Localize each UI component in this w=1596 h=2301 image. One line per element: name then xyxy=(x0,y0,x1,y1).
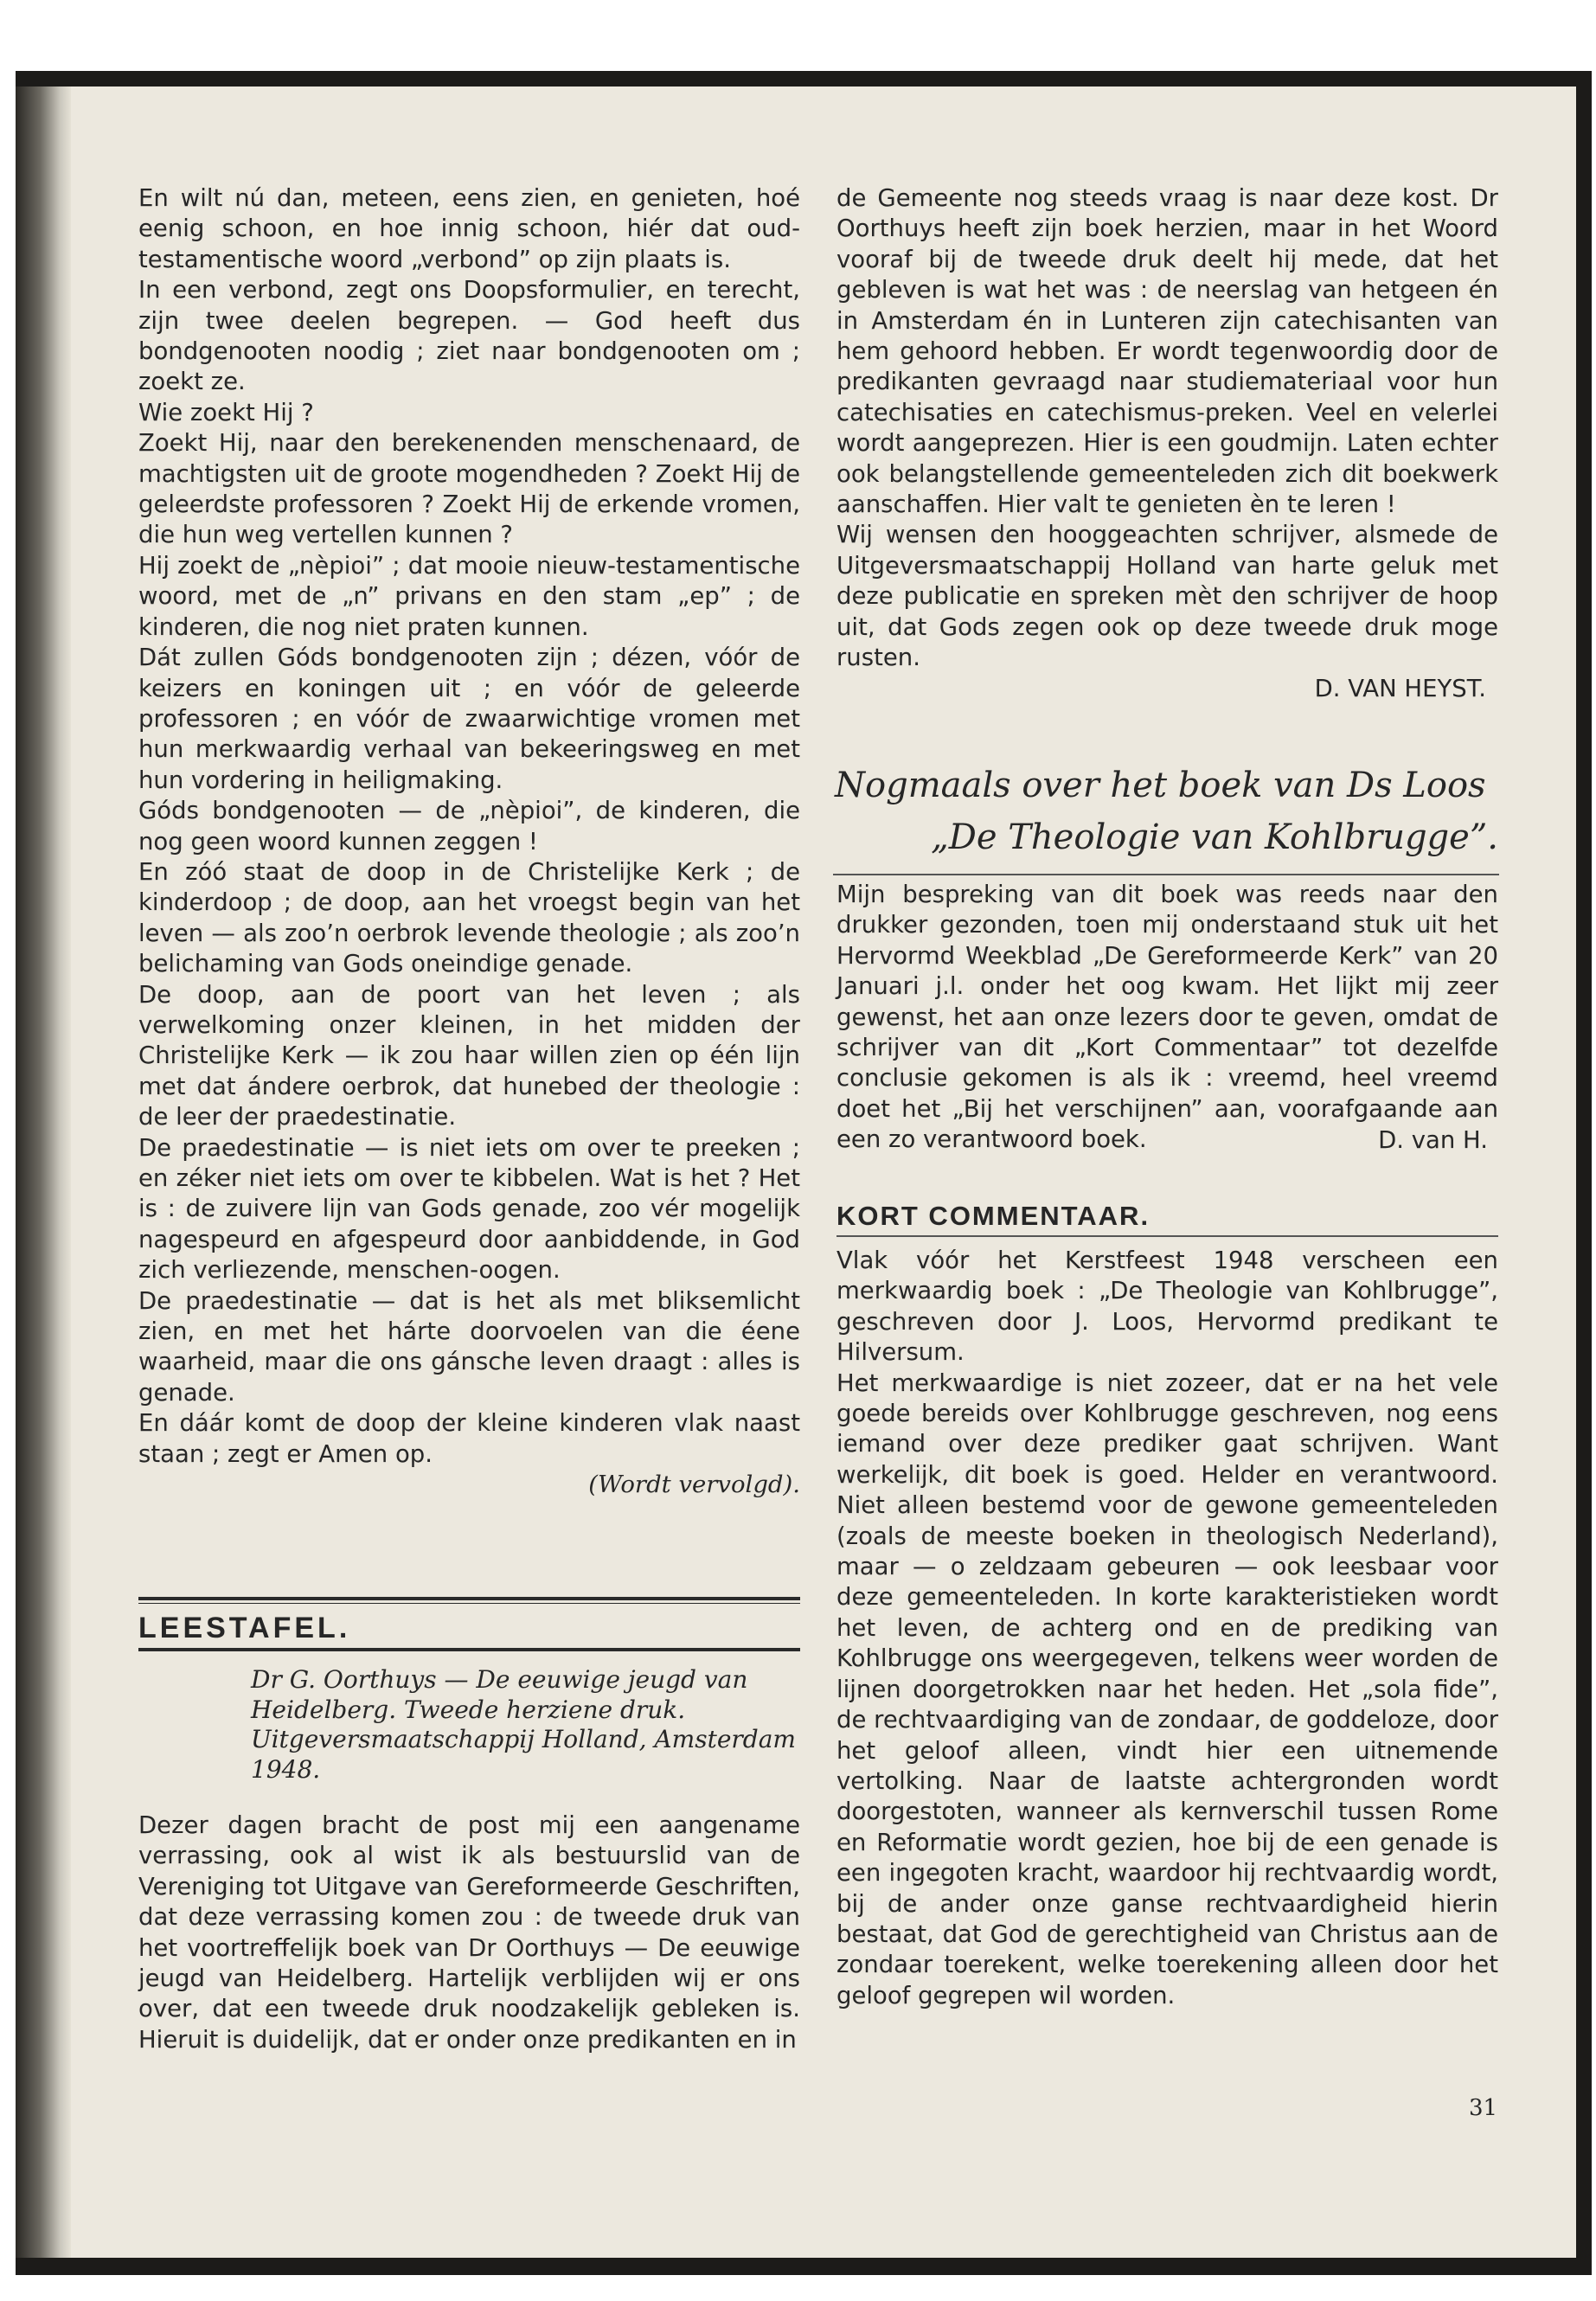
body-paragraph: En zóó staat de doop in de Christelijke Kerk ; de kinderdoop ; de doop, aan het vroegst begin van het leven — als zoo’n oerbrok levende theologie ; als zoo’n belichaming van Gods oneindige genade. xyxy=(138,857,800,978)
body-paragraph: Góds bondgenooten — de „nèpioi”, de kinderen, die nog geen woord kunnen zeggen ! xyxy=(138,797,800,856)
left-column xyxy=(138,183,800,1500)
body-paragraph: Hij zoekt de „nèpioi” ; dat mooie nieuw-testamentische woord, met de „n” privans en den stam „ep” ; de kinderen, die nog niet praten kunnen. xyxy=(138,551,800,641)
binding-edge xyxy=(16,87,71,2258)
body-paragraph: De doop, aan de poort van het leven ; als verwelkoming onzer kleinen, in het midden der Christelijke Kerk — ik zou haar willen zien op één lijn met dat ándere oerbrok, dat hunebed der theologie : de leer der praedestinatie. xyxy=(138,980,800,1131)
article-heading-line-2: „De Theologie van Kohlbrugge”. xyxy=(931,817,1498,857)
section-title-leestafel: LEESTAFEL. xyxy=(138,1612,351,1644)
kort-paragraph: Vlak vóór het Kerstfeest 1948 verscheen een merkwaardig boek : „De Theologie van Kohlbrugge”, geschreven door J. Loos, Hervormd predikant te Hilversum. xyxy=(836,1247,1498,1367)
book-reference-text: Dr G. Oorthuys — De eeuwige jeugd van Heidelberg. Tweede herziene druk. Uitgeversmaatschappij Holland, Amsterdam 1948. xyxy=(251,1665,796,1784)
signature-heyst: D. VAN HEYST. xyxy=(1314,674,1486,702)
body-paragraph: Dát zullen Góds bondgenooten zijn ; dézen, vóór de keizers en koningen uit ; en vóór de geleerde professoren ; en vóór de zwaarwichtige vromen met hun merkwaardig verhaal van bekeeringsweg en met hun vordering in heiligmaking. xyxy=(138,644,800,794)
body-paragraph: De praedestinatie — is niet iets om over te preeken ; en zéker niet iets om over te kibbelen. Wat is het ? Het is : de zuivere lijn van Gods genade, zoo vér mogelijk nagespeurd en afgespeurd door aanbiddende, in God zich verliezende, menschen-oogen. xyxy=(138,1133,800,1285)
body-paragraph: In een verbond, zegt ons Doopsformulier, en terecht, zijn twee deelen begrepen. — God heeft dus bondgenooten noodig ; ziet naar bondgenooten om ; zoekt ze. xyxy=(138,276,800,396)
body-paragraph: En wilt nú dan, meteen, eens zien, en genieten, hoé eenig schoon, en hoe innig schoon, hiér dat oud-testamentische woord „verbond” op zijn plaats is. xyxy=(138,184,800,273)
review-paragraph: de Gemeente nog steeds vraag is naar deze kost. Dr Oorthuys heeft zijn boek herzien, maar in het Woord vooraf bij de tweede druk deelt hij mede, dat het gebleven is wat het was : de neerslag van hetgeen én in Amsterdam én in Lunteren zijn catechisanten van hem gehoord hebben. Er wordt tegenwoordig door de predikanten gevraagd naar studiemateriaal voor hun catechisaties en catechismus-preken. Veel en velerlei wordt aangeprezen. Hier is een goudmijn. Laten echter ook belangstellende gemeenteleden zich dit boekwerk aanschaffen. Hier valt te genieten èn te leren ! xyxy=(836,184,1498,519)
page-number: 31 xyxy=(1469,2095,1498,2121)
section-divider xyxy=(138,1597,800,1604)
book-reference xyxy=(251,1665,800,1785)
article-heading xyxy=(833,760,1503,863)
review-paragraph: Wij wensen den hooggeachten schrijver, alsmede de Uitgeversmaatschappij Holland van harte geluk met deze publicatie en spreken mèt den schrijver de hoop uit, dat Gods zegen ook op deze tweede druk moge rusten. xyxy=(836,521,1498,672)
section-title-underline xyxy=(138,1648,800,1651)
right-column xyxy=(836,183,1498,704)
kort-commentaar-body xyxy=(836,1246,1498,2011)
body-paragraph: De praedestinatie — dat is het als met bliksemlicht zien, en met het hárte doorvoelen van die éene waarheid, maar die ons gánsche leven draagt : alles is genade. xyxy=(138,1286,800,1407)
section-title-underline xyxy=(836,1235,1498,1237)
intro-block xyxy=(836,880,1498,1156)
section-title-kort-commentaar: KORT COMMENTAAR. xyxy=(836,1201,1151,1231)
continued-note: (Wordt vervolgd). xyxy=(588,1471,800,1499)
body-paragraph: En dáár komt de doop der kleine kinderen vlak naast staan ; zegt er Amen op. xyxy=(138,1409,800,1468)
review-paragraph: Dezer dagen bracht de post mij een aangename verrassing, ook al wist ik als bestuurslid van de Vereniging tot Uitgave van Gereformeerde Geschriften, dat deze verrassing komen zou : de tweede druk van het voortreffelijk boek van Dr Oorthuys — De eeuwige jeugd van Heidelberg. Hartelijk verblijden wij er ons over, dat een tweede druk noodzakelijk gebleken is. Hieruit is duidelijk, dat er onder onze predikanten en in xyxy=(138,1811,800,2054)
signature-vh: D. van H. xyxy=(1378,1125,1488,1154)
review-start xyxy=(138,1811,800,2055)
kort-paragraph: Het merkwaardige is niet zozeer, dat er na het vele goede bereids over Kohlbrugge geschreven, nog eens iemand over deze prediker gaat schrijven. Want werkelijk, dit boek is goed. Helder en verantwoord. Niet alleen bestemd voor de gewone gemeenteleden (zoals de meeste boeken in theologisch Nederland), maar — o zeldzaam gebeuren — ook leesbaar voor deze gemeenteleden. In korte karakteristieken wordt het leven, de achterg ond en de prediking van Kohlbrugge ons weergegeven, telkens weer worden de lijnen doorgetrokken naar het heden. Het „sola fide”, de rechtvaardiging van de zondaar, de goddeloze, door het geloof alleen, vindt hier een uitnemende vertolking. Naar de laatste achtergronden wordt doorgestoten, wanneer als kernverschil tussen Rome en Reformatie wordt gezien, hoe bij de een genade is een ingegoten kracht, waardoor hij rechtvaardig wordt, bij de ander onze ganse rechtvaardigheid hierin bestaat, dat God de gerechtigheid van Christus aan de zondaar toerekent, welke toerekening alleen door het geloof gegrepen wil worden. xyxy=(836,1368,1498,2009)
body-paragraph: Wie zoekt Hij ? xyxy=(138,398,314,426)
body-paragraph: Zoekt Hij, naar den berekenenden menschenaard, de machtigsten uit de groote mogendheden ? Zoekt Hij de geleerdste professoren ? Zoekt Hij de erkende vromen, die hun weg vertellen kunnen ? xyxy=(138,429,800,549)
article-heading-line-1: Nogmaals over het boek van Ds Loos xyxy=(835,766,1486,805)
heading-divider xyxy=(833,874,1499,875)
intro-paragraph: Mijn bespreking van dit boek was reeds naar den drukker gezonden, toen mij onderstaand stuk uit het Hervormd Weekblad „De Gereformeerde Kerk” van 20 Januari j.l. onder het oog kwam. Het lijkt mij zeer gewenst, het aan onze lezers door te geven, omdat de schrijver van dit „Kort Commentaar” tot dezelfde conclusie gekomen is als ik : vreemd, heel vreemd doet het „Bij het verschijnen” aan, voorafgaande aan een zo verantwoord boek. xyxy=(836,881,1498,1154)
signature-line xyxy=(836,674,1498,704)
